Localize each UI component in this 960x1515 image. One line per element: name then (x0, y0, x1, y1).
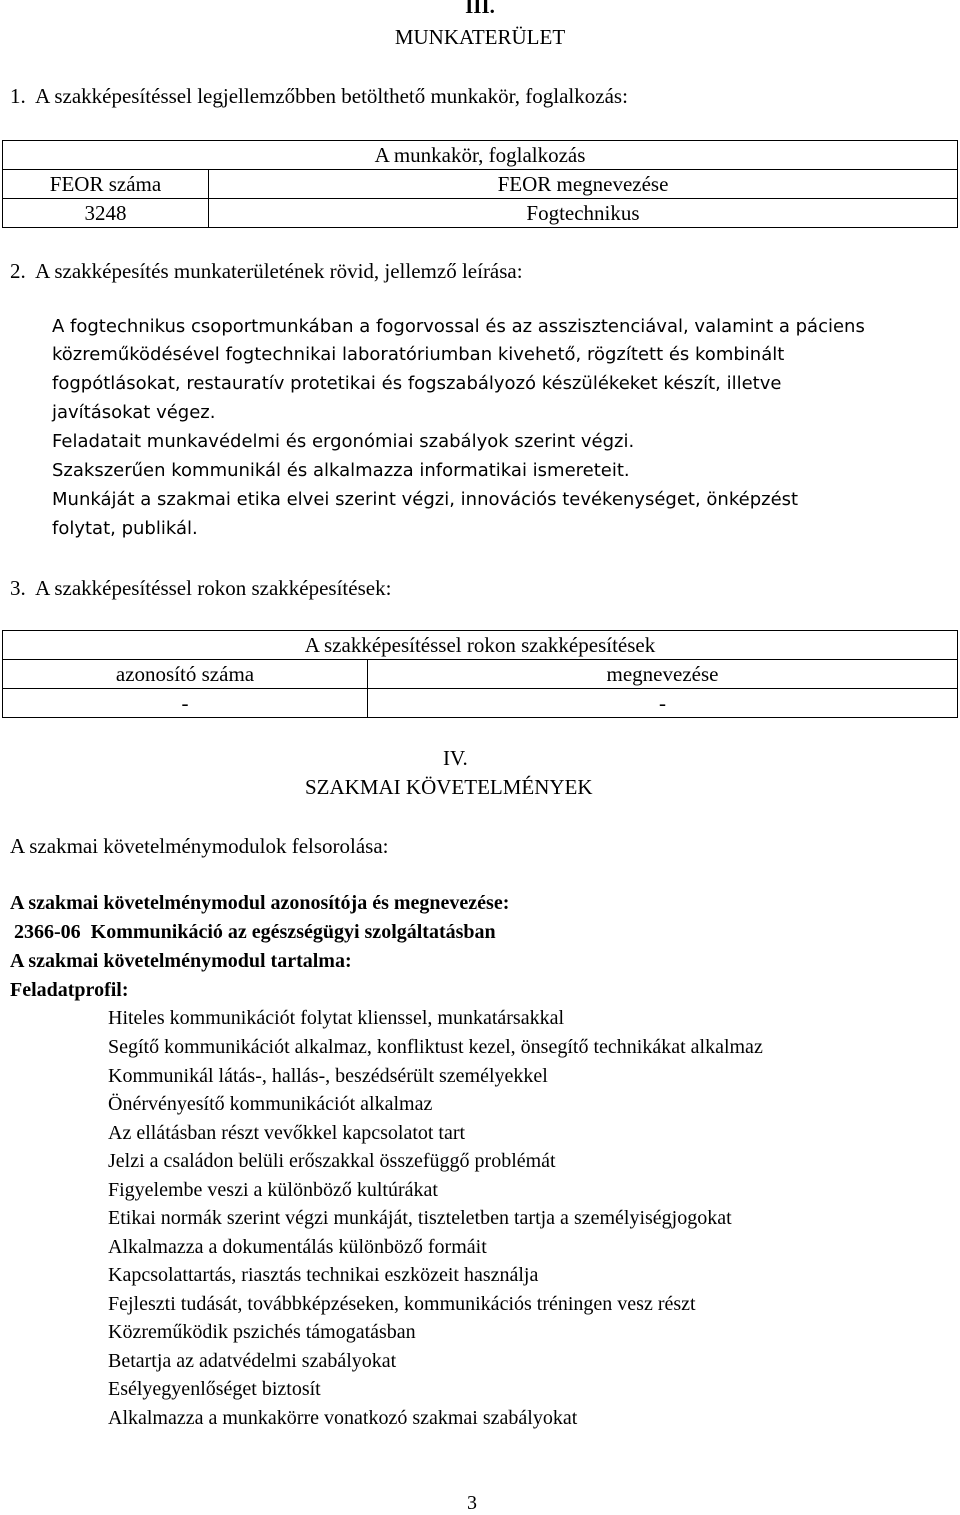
modules-list-heading: A szakmai követelménymodulok felsorolása: (10, 834, 389, 858)
table-row (3, 199, 958, 228)
feor-name-cell: Fogtechnikus (209, 199, 958, 228)
chapter-title: MUNKATERÜLET (394, 25, 566, 49)
list-item: Alkalmazza a dokumentálás különböző formáit (108, 1236, 487, 1258)
list-item: Segítő kommunikációt alkalmaz, konfliktust kezel, önsegítő technikákat alkalmaz (108, 1036, 763, 1058)
list-item: Hiteles kommunikációt folytat klienssel, munkatársakkal (108, 1007, 565, 1029)
list-item: Fejleszti tudását, továbbképzéseken, kommunikációs tréningen vesz részt (108, 1293, 696, 1315)
related-id-header: azonosító száma (3, 660, 368, 689)
description-line: közreműködésével fogtechnikai laboratóriumban kivehető, rögzített és kombinált (52, 344, 785, 365)
chapter-numeral: III. (465, 0, 495, 18)
related-id-cell: - (3, 689, 368, 718)
module-id-heading: A szakmai követelménymodul azonosítója és megnevezése: (10, 892, 510, 914)
feor-code-header: FEOR száma (3, 170, 209, 199)
list-item: Önérvényesítő kommunikációt alkalmaz (108, 1093, 433, 1115)
page-number: 3 (467, 1492, 477, 1514)
list-item: Kommunikál látás-, hallás-, beszédsérült személyekkel (108, 1065, 548, 1087)
description-line: Feladatait munkavédelmi és ergonómiai szabályok szerint végzi. (52, 431, 635, 452)
chapter-title: SZAKMAI KÖVETELMÉNYEK (305, 775, 593, 799)
list-item: Etikai normák szerint végzi munkáját, tiszteletben tartja a személyiségjogokat (108, 1207, 732, 1229)
list-item: Betartja az adatvédelmi szabályokat (108, 1350, 397, 1372)
related-qualifications-table (2, 630, 958, 718)
list-item: Alkalmazza a munkakörre vonatkozó szakmai szabályokat (108, 1407, 578, 1429)
description-line: Munkáját a szakmai etika elvei szerint végzi, innovációs tevékenységet, önképzést (52, 489, 799, 510)
table-row (3, 689, 958, 718)
description-line: Szakszerűen kommunikál és alkalmazza informatikai ismereteit. (52, 460, 630, 481)
section-1-heading: 1. A szakképesítéssel legjellemzőbben betölthető munkakör, foglalkozás: (10, 84, 628, 108)
description-line: fogpótlásokat, restauratív protetikai és fogszabályozó készülékeket készít, illetve (52, 373, 782, 394)
related-name-cell: - (368, 689, 958, 718)
task-profile-heading: Feladatprofil: (10, 979, 129, 1001)
section-3-heading: 3. A szakképesítéssel rokon szakképesítések: (10, 576, 392, 600)
list-item: Az ellátásban részt vevőkkel kapcsolatot tart (108, 1122, 466, 1144)
list-item: Jelzi a családon belüli erőszakkal összefüggő problémát (108, 1150, 556, 1172)
chapter-numeral: IV. (443, 746, 468, 770)
related-table-header: A szakképesítéssel rokon szakképesítések (3, 631, 958, 660)
section-2-heading: 2. A szakképesítés munkaterületének rövid, jellemző leírása: (10, 259, 523, 283)
occupation-table (2, 140, 958, 228)
occupation-table-header: A munkakör, foglalkozás (3, 141, 958, 170)
description-line: A fogtechnikus csoportmunkában a fogorvossal és az asszisztenciával, valamint a páciens (52, 316, 865, 337)
list-item: Figyelembe veszi a különböző kultúrákat (108, 1179, 438, 1201)
description-line: javításokat végez. (52, 402, 216, 423)
list-item: Kapcsolattartás, riasztás technikai eszközeit használja (108, 1264, 539, 1286)
feor-code-cell: 3248 (3, 199, 209, 228)
feor-name-header: FEOR megnevezése (209, 170, 958, 199)
list-item: Esélyegyenlőséget biztosít (108, 1378, 321, 1400)
module-title: 2366-06 Kommunikáció az egészségügyi szolgáltatásban (14, 921, 496, 943)
module-content-heading: A szakmai követelménymodul tartalma: (10, 950, 352, 972)
related-name-header: megnevezése (368, 660, 958, 689)
list-item: Közreműködik pszichés támogatásban (108, 1321, 416, 1343)
description-line: folytat, publikál. (52, 518, 198, 539)
